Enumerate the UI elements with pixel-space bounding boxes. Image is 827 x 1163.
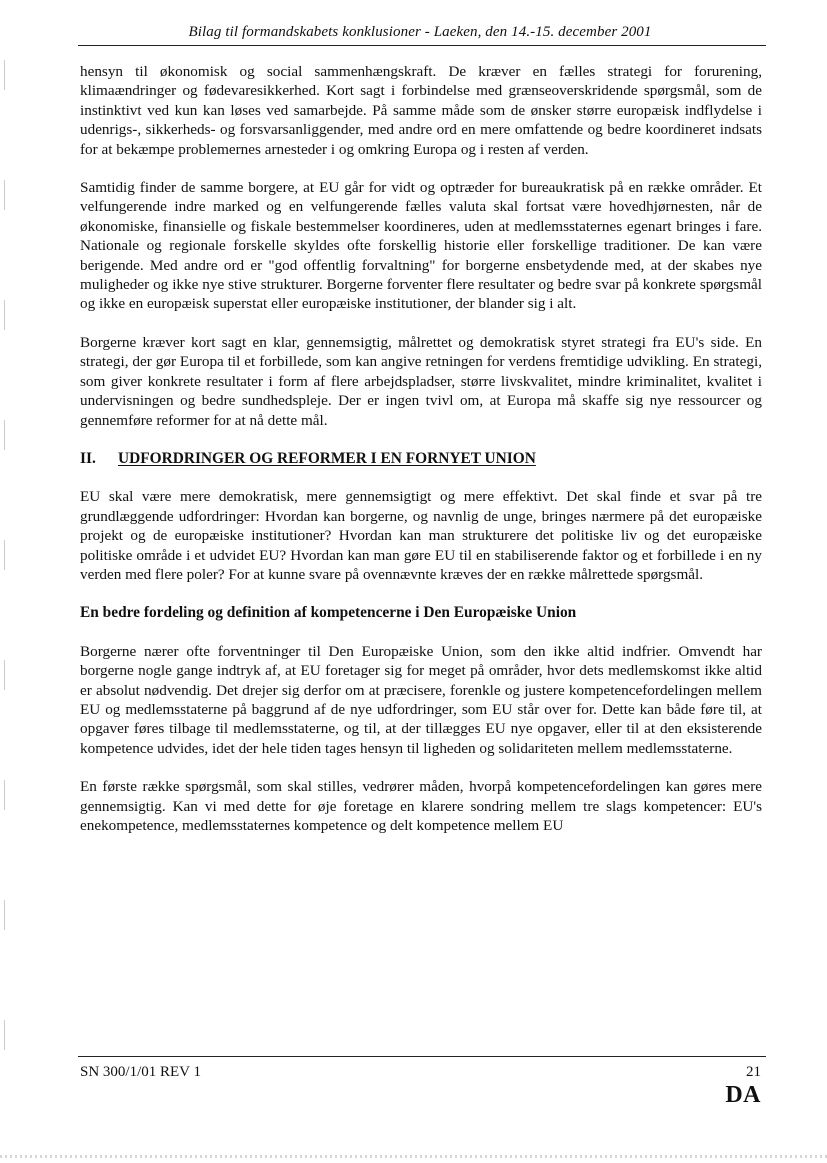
section-heading [80,449,762,468]
section-number: II. [80,449,96,467]
language-code: DA [725,1082,761,1108]
paragraph: Samtidig finder de samme borgere, at EU går for vidt og optræder for bureaukratisk på en række områder. Et velfungerende indre marked og en velfungerende fælles valuta skal fortsat være hovedhjørnesten, når de økonomiske, finansielle og fiskale bestemmelser koordineres, uden at medlemsstaternes egenart bringes i fare. Nationale og regionale forskelle skyldes ofte forskellig historie eller forskellige traditioner. De kan være berigende. Med andre ord er "god offentlig forvaltning" for borgerne ensbetydende med, at der skabes nye muligheder og ikke nye stive strukturer. Borgerne forventer flere resultater og bedre svar på konkrete spørgsmål og ikke en europæisk superstat eller europæiske institutioner, der blander sig i alt. [80,179,762,313]
footer-rule [78,1056,766,1057]
body-text [80,62,762,854]
paragraph: En første række spørgsmål, som skal stilles, vedrører måden, hvorpå kompetencefordelingen kan gøres mere gennemsigtig. Kan vi med dette for øje foretage en klarere sondring mellem tre slags kompetencer: EU's enekompetence, medlemsstaternes kompetence og delt kompetence mellem EU [80,778,762,834]
scan-artifact-bottom [0,1155,827,1158]
document-reference: SN 300/1/01 REV 1 [80,1064,201,1080]
paragraph: Borgerne kræver kort sagt en klar, gennemsigtig, målrettet og demokratisk styret strategi fra EU's side. En strategi, der gør Europa til et forbillede, som kan angive retningen for verdens fremtidige udvikling. En strategi, som giver konkrete resultater i form af flere arbejdspladser, større livskvalitet, mindre kriminalitet, kvalitet i undervisningen og bedre sundhedspleje. Der er ingen tvivl om, at Europa må skaffe sig nye ressourcer og gennemføre reformer for at nå dette mål. [80,333,762,429]
paragraph: EU skal være mere demokratisk, mere gennemsigtigt og mere effektivt. Det skal finde et svar på tre grundlæggende udfordringer: Hvordan kan borgerne, og navnlig de unge, bringes nærmere på det europæiske projekt og de europæiske institutioner? Hvordan kan man strukturere det politiske liv og det europæiske politiske område i et udvidet EU? Hvordan kan man gøre EU til en stabiliserende faktor og et forbillede i en ny verden med flere poler? For at kunne svare på ovennævnte kræves der en række målrettede spørgsmål. [80,488,762,583]
paragraph: Borgerne nærer ofte forventninger til Den Europæiske Union, som den ikke altid indfrier. Omvendt har borgerne nogle gange indtryk af, at EU foretager sig for meget på områder, hvor dets medlemskomst ikke altid er absolut nødvendig. Det drejer sig derfor om at præcisere, forenkle og justere kompetencefordelingen mellem EU og medlemsstaterne på baggrund af de nye udfordringer, som EU står over for. Dette kan både føre til, at opgaver føres tilbage til medlemsstaterne, og til, at der tillægges EU nye opgaver, eller til at den eksisterende kompetence udvides, idet der hele tiden tages hensyn til ligheden og solidariteten mellem medlemsstaterne. [80,642,762,757]
header-rule [78,45,766,46]
section-title: UDFORDRINGER OG REFORMER I EN FORNYET UNION [118,449,536,467]
running-header: Bilag til formandskabets konklusioner - Laeken, den 14.-15. december 2001 [188,24,652,40]
scan-artifact-left [4,60,5,1120]
paragraph: hensyn til økonomisk og social sammenhængskraft. De kræver en fælles strategi for forurening, klimaændringer og fødevaresikkerhed. Kort sagt i forbindelse med grænseoverskridende spørgsmål, som de instinktivt ved kun kan løses ved samarbejde. På samme måde som de ønsker større europæisk indflydelse i udenrigs-, sikkerheds- og forsvarsanliggender, med andre ord en mere omfattende og bedre koordineret indsats for at bekæmpe problemernes arnesteder i og omkring Europa og i resten af verden. [80,63,762,158]
subsection-heading: En bedre fordeling og definition af kompetencerne i Den Europæiske Union [80,604,577,622]
page-number: 21 [746,1064,761,1080]
